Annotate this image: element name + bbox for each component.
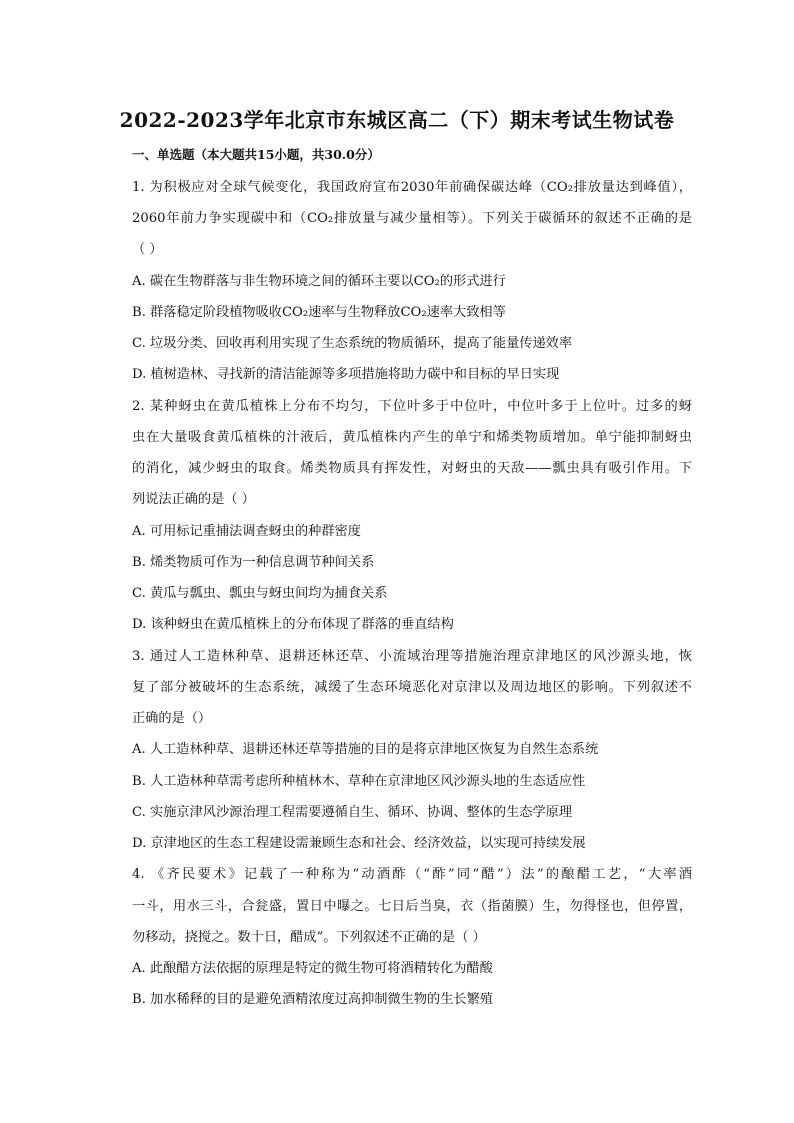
- text-line-q2-d: D. 该种蚜虫在黄瓜植株上的分布体现了群落的垂直结构: [132, 617, 454, 632]
- text-line-q1-d: D. 植树造林、寻找新的清洁能源等多项措施将助力碳中和目标的早日实现: [132, 367, 560, 382]
- text-line-q2-c: C. 黄瓜与瓢虫、瓢虫与蚜虫间均为捕食关系: [132, 586, 388, 601]
- text-line-q2-l4: 列说法正确的是（ ）: [132, 492, 255, 507]
- text-line-q2-a: A. 可用标记重捕法调查蚜虫的种群密度: [132, 524, 361, 539]
- text-line-q3-b: B. 人工造林种草需考虑所种植林木、草种在京津地区风沙源头地的生态适应性: [132, 774, 586, 789]
- text-line-q3-l3: 正确的是（）: [132, 711, 212, 726]
- text-line-q2-l3: 的消化，减少蚜虫的取食。烯类物质具有挥发性，对蚜虫的天敌——瓢虫具有吸引作用。下: [132, 461, 692, 476]
- page-title: 2022-2023学年北京市东城区高二（下）期末考试生物试卷: [119, 108, 675, 132]
- text-line-q1-l3: （ ）: [132, 242, 163, 257]
- text-line-q3-c: C. 实施京津风沙源治理工程需要遵循自生、循环、协调、整体的生态学原理: [132, 805, 573, 820]
- text-line-q3-a: A. 人工造林种草、退耕还林还草等措施的目的是将京津地区恢复为自然生态系统: [132, 742, 599, 757]
- text-line-q2-l1: 2. 某种蚜虫在黄瓜植株上分布不均匀，下位叶多于中位叶，中位叶多于上位叶。过多的蚜: [132, 399, 692, 414]
- text-line-q4-a: A. 此酿醋方法依据的原理是特定的微生物可将酒精转化为醋酸: [132, 961, 493, 976]
- text-line-q1-b: B. 群落稳定阶段植物吸收CO₂速率与生物释放CO₂速率大致相等: [132, 305, 506, 320]
- text-line-q1-c: C. 垃圾分类、回收再利用实现了生态系统的物质循环，提高了能量传递效率: [132, 336, 573, 351]
- text-line-q3-l1: 3. 通过人工造林种草、退耕还林还草、小流域治理等措施治理京津地区的风沙源头地，恢: [132, 649, 692, 664]
- text-line-q4-l1: 4. 《齐民要术》记载了一种称为“动酒酢（“酢”同“醋”）法”的酿醋工艺，“大率酒: [132, 867, 692, 882]
- text-line-q1-a: A. 碳在生物群落与非生物环境之间的循环主要以CO₂的形式进行: [132, 274, 506, 289]
- text-line-q4-b: B. 加水稀释的目的是避免酒精浓度过高抑制微生物的生长繁殖: [132, 992, 493, 1007]
- text-line-q1-l2: 2060年前力争实现碳中和（CO₂排放量与减少量相等）。下列关于碳循环的叙述不正确的是: [132, 211, 692, 226]
- section-heading: 一、单选题（本大题共15小题，共30.0分）: [132, 147, 380, 162]
- text-line-q4-l2: 一斗，用水三斗，合瓮盛，置日中曝之。七日后当臭，衣（指菌膜）生，勿得怪也，但停置，: [132, 899, 692, 914]
- text-line-q3-l2: 复了部分被破坏的生态系统，减缓了生态环境恶化对京津以及周边地区的影响。下列叙述不: [132, 680, 692, 695]
- text-line-q2-l2: 虫在大量吸食黄瓜植株的汁液后，黄瓜植株内产生的单宁和烯类物质增加。单宁能抑制蚜虫: [132, 430, 692, 445]
- text-line-q3-d: D. 京津地区的生态工程建设需兼顾生态和社会、经济效益，以实现可持续发展: [132, 836, 586, 851]
- text-line-q4-l3: 勿移动，挠搅之。数十日，醋成”。下列叙述不正确的是（ ）: [132, 930, 486, 945]
- text-line-q1-l1: 1. 为积极应对全球气候变化，我国政府宣布2030年前确保碳达峰（CO₂排放量达到峰值），: [132, 180, 692, 195]
- text-line-q2-b: B. 烯类物质可作为一种信息调节种间关系: [132, 555, 375, 570]
